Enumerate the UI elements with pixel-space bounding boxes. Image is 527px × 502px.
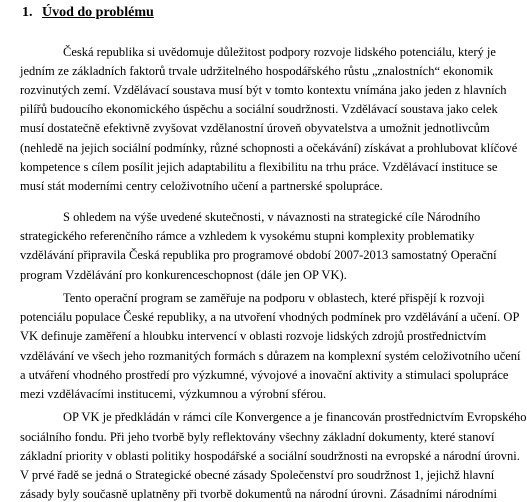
text-line: a utváření vhodného prostředí pro výzkumné, vývojové a inovační aktivity a stimulaci spolupráce — [20, 368, 509, 382]
text-line: vzdělávání připravila Česká republika pro programové období 2007-2013 samostatný Operační — [20, 248, 497, 262]
text-line: musí dostatečně efektivně zvyšovat vzdělanostní úroveň obyvatelstva a umožnit jednotlivcům — [20, 121, 490, 135]
text-line: základní priority v oblasti politiky hospodářské a sociální soudržnosti na evropské a národní úrovni. — [20, 449, 520, 463]
text-line: V prvé řadě se jedná o Strategické obecné zásady Společenství pro soudržnost 1, jejichž hlavní — [20, 468, 495, 482]
text-line: potenciálu populace České republiky, a na utvoření vhodných podmínek pro vzdělávání a učení. OP — [20, 310, 520, 324]
text-line: OP VK je předkládán v rámci cíle Konvergence a je financován prostřednictvím Evropského — [63, 410, 527, 424]
text-line: jedním ze základních faktorů trvale udržitelného hospodářského růstu „znalostních“ ekonomik — [20, 64, 494, 78]
section-heading — [22, 5, 154, 21]
text-line: kompetence s cílem posílit jejich adaptabilitu a flexibilitu na trhu práce. Vzdělávací instituce se — [20, 160, 498, 174]
text-line: vzdělávání ve všech jeho rozmanitých formách s důrazem na komplexní systém celoživotního učení — [20, 349, 521, 363]
text-line: mezi vzdělávacími institucemi, výzkumnou a výrobní sférou. — [20, 387, 327, 401]
text-line: pilířů budoucího ekonomického úspěchu a sociální soudržnosti. Vzdělávací soustava jako celek — [20, 102, 498, 116]
text-line: Tento operační program se zaměřuje na podporu v oblastech, které přispějí k rozvoji — [63, 291, 485, 305]
text-line: (nehledě na jejich sociální podmínky, různé schopnosti a očekávání) získávat a prohlubovat klíčové — [20, 141, 518, 155]
text-line: rozvinutých zemí. Vzdělávací soustava musí být v tomto kontextu vnímána jako jeden z hlavních — [20, 83, 507, 97]
text-line: Česká republika si uvědomuje důležitost podpory rozvoje lidského potenciálu, který je — [63, 45, 496, 59]
text-line: musí stát moderními centry celoživotního učení a partnerské spolupráce. — [20, 179, 383, 193]
section-title: Úvod do problému — [42, 5, 154, 20]
text-line: sociálního fondu. Při jeho tvorbě byly reflektovány všechny základní dokumenty, které stanoví — [20, 430, 495, 444]
text-line: strategického referenčního rámce a vzhledem k vysokému stupni komplexity problematiky — [20, 229, 475, 243]
text-line: program Vzdělávání pro konkurenceschopnost (dále jen OP VK). — [20, 268, 347, 282]
text-line: VK definuje zaměření a hloubku intervencí v oblasti rozvoje lidských zdrojů prostřednictvím — [20, 329, 487, 343]
text-line: zásady byly současně uplatněny při tvorbě dokumentů na národní úrovni. Zásadními národními — [20, 487, 497, 501]
text-line: S ohledem na výše uvedené skutečnosti, v návaznosti na strategické cíle Národního — [63, 210, 481, 224]
section-number: 1. — [22, 5, 33, 20]
